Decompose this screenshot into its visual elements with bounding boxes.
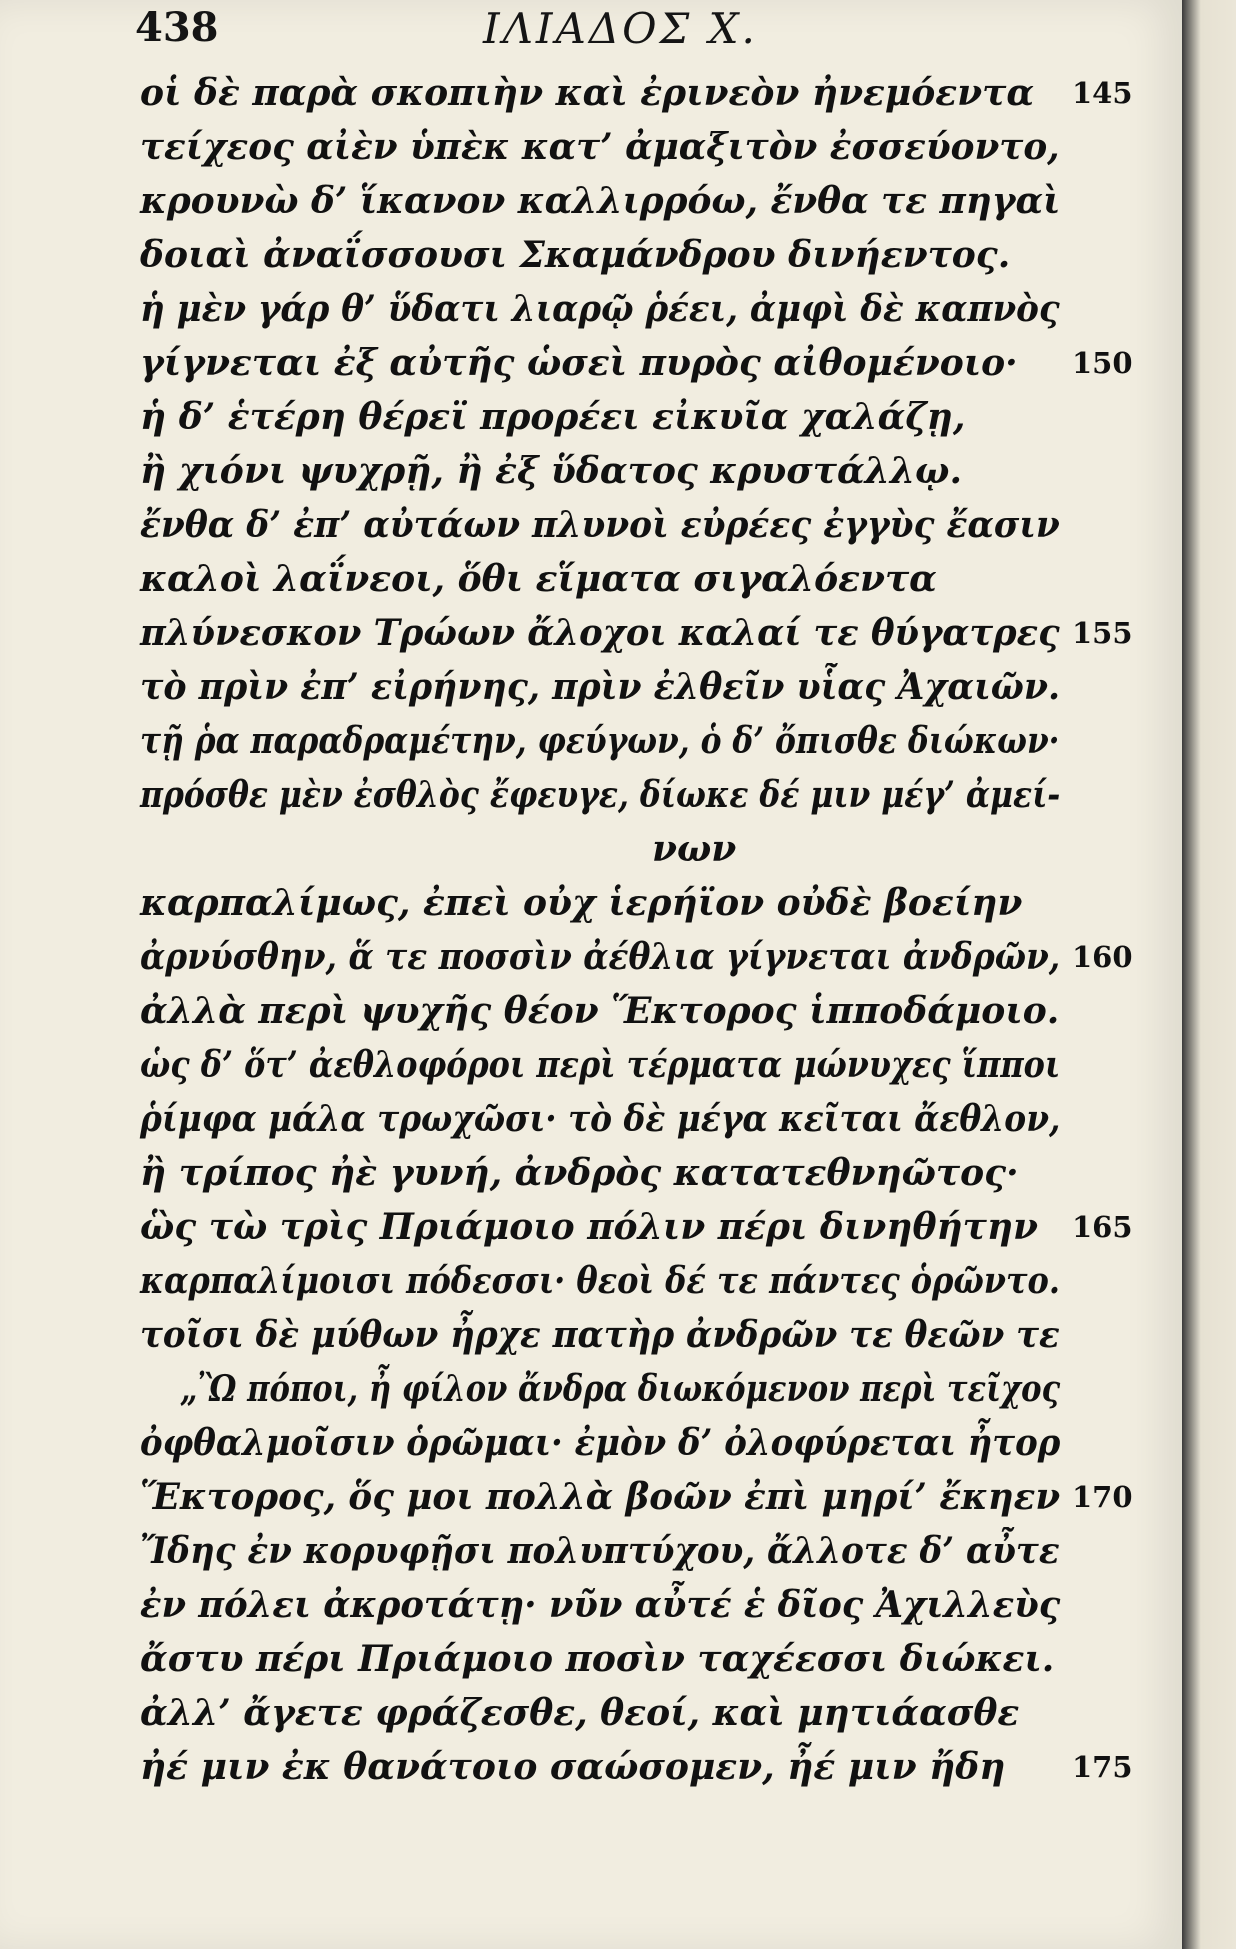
verse-line: [0, 1260, 1182, 1314]
verse-line: [0, 1584, 1182, 1638]
verse-line: [0, 720, 1182, 774]
verse-text: ἠέ μιν ἐκ θανάτοιο σαώσομεν, ἦέ μιν ἤδη: [140, 1746, 1006, 1788]
verse-text: καρπαλίμως, ἐπεὶ οὐχ ἱερήϊον οὐδὲ βοείην: [140, 882, 1023, 924]
verse-text: κρουνὼ δ’ ἵκανον καλλιρρόω, ἔνθα τε πηγαὶ: [140, 180, 1061, 222]
verse-line: [0, 1746, 1182, 1800]
line-number: 170: [1072, 1480, 1133, 1514]
line-number: 150: [1072, 346, 1133, 380]
running-head: ΙΛΙΑΔΟΣ Χ.: [483, 4, 758, 53]
verse-line: [0, 1476, 1182, 1530]
verse-line: [0, 1314, 1182, 1368]
verse-line: [0, 72, 1182, 126]
verse-text: ἐν πόλει ἀκροτάτῃ· νῦν αὖτέ ἑ δῖος Ἀχιλλεὺς: [140, 1584, 1061, 1626]
verse-line: [0, 1206, 1182, 1260]
verse-line: [0, 288, 1182, 342]
page-number: 438: [135, 4, 219, 51]
verse-line: [0, 612, 1182, 666]
verse-line: [0, 774, 1182, 828]
verse-line: [0, 828, 1182, 882]
verse-line: [0, 882, 1182, 936]
line-number: 145: [1072, 76, 1133, 110]
verse-line: [0, 666, 1182, 720]
verse-line: [0, 558, 1182, 612]
facing-page-edge: [1182, 0, 1236, 1949]
verse-text: τῇ ῥα παραδραμέτην, φεύγων, ὁ δ’ ὄπισθε διώκων·: [140, 720, 1060, 762]
verse-text: ῥίμφα μάλα τρωχῶσι· τὸ δὲ μέγα κεῖται ἄεθλον,: [140, 1098, 1061, 1140]
verse-line: [0, 1692, 1182, 1746]
verse-text: ἄστυ πέρι Πριάμοιο ποσὶν ταχέεσσι διώκει.: [140, 1638, 1055, 1680]
verse-line: [0, 1044, 1182, 1098]
verse-line: [0, 342, 1182, 396]
verse-line: [0, 396, 1182, 450]
verse-text: καλοὶ λαΐνεοι, ὅθι εἵματα σιγαλόεντα: [140, 558, 937, 600]
verse-text: δοιαὶ ἀναΐσσουσι Σκαμάνδρου δινήεντος.: [140, 234, 1011, 276]
verse-text: ἢ χιόνι ψυχρῇ, ἢ ἐξ ὕδατος κρυστάλλῳ.: [140, 450, 962, 492]
verse-text: ἀλλ’ ἄγετε φράζεσθε, θεοί, καὶ μητιάασθε: [140, 1692, 1020, 1734]
verse-line: [0, 450, 1182, 504]
verse-line: [0, 234, 1182, 288]
verse-text: ἡ μὲν γάρ θ’ ὕδατι λιαρῷ ῥέει, ἀμφὶ δὲ καπνὸς: [140, 288, 1060, 330]
verse-line: [0, 1422, 1182, 1476]
verse-text: τοῖσι δὲ μύθων ἦρχε πατὴρ ἀνδρῶν τε θεῶν τε: [140, 1314, 1060, 1356]
verse-text: ἀλλὰ περὶ ψυχῆς θέον Ἕκτορος ἱπποδάμοιο.: [140, 990, 1060, 1032]
line-number: 175: [1072, 1750, 1133, 1784]
verse-text: Ἴδης ἐν κορυφῇσι πολυπτύχου, ἄλλοτε δ’ αὖτε: [140, 1530, 1060, 1572]
verse-text: ἢ τρίπος ἠὲ γυνή, ἀνδρὸς κατατεθνηῶτος·: [140, 1152, 1019, 1194]
verse-text-continuation: νων: [652, 828, 737, 870]
verse-text: γίγνεται ἐξ αὐτῆς ὡσεὶ πυρὸς αἰθομένοιο·: [140, 342, 1018, 384]
verse-text: οἱ δὲ παρὰ σκοπιὴν καὶ ἐρινεὸν ἠνεμόεντα: [140, 72, 1035, 114]
verse-text: πλύνεσκον Τρώων ἄλοχοι καλαί τε θύγατρες: [140, 612, 1060, 654]
verse-text: ἡ δ’ ἑτέρη θέρεϊ προρέει εἰκυῖα χαλάζῃ,: [140, 396, 966, 438]
verse-text: τείχεος αἰὲν ὑπὲκ κατ’ ἀμαξιτὸν ἐσσεύοντο,: [140, 126, 1060, 168]
verse-text: ὣς τὼ τρὶς Πριάμοιο πόλιν πέρι δινηθήτην: [140, 1206, 1039, 1248]
verse-text: καρπαλίμοισι πόδεσσι· θεοὶ δέ τε πάντες ὁρῶντο.: [140, 1260, 1060, 1302]
verse-text: πρόσθε μὲν ἐσθλὸς ἔφευγε, δίωκε δέ μιν μέγ’ ἀμεί-: [140, 774, 1061, 816]
verse-text: Ἕκτορος, ὅς μοι πολλὰ βοῶν ἐπὶ μηρί’ ἔκηεν: [140, 1476, 1061, 1518]
verse-line: [0, 1530, 1182, 1584]
verse-text: ἀρνύσθην, ἅ τε ποσσὶν ἀέθλια γίγνεται ἀνδρῶν,: [140, 936, 1061, 978]
verse-text: τὸ πρὶν ἐπ’ εἰρήνης, πρὶν ἐλθεῖν υἷας Ἀχαιῶν.: [140, 666, 1061, 708]
line-number: 160: [1072, 940, 1133, 974]
verse-line: [0, 1098, 1182, 1152]
line-number: 165: [1072, 1210, 1133, 1244]
verse-line: [0, 1638, 1182, 1692]
verse-line: [0, 504, 1182, 558]
verse-text: ἔνθα δ’ ἐπ’ αὐτάων πλυνοὶ εὐρέες ἐγγὺς ἔασιν: [140, 504, 1060, 546]
line-number: 155: [1072, 616, 1133, 650]
verse-text: „Ὢ πόποι, ἦ φίλον ἄνδρα διωκόμενον περὶ τεῖχος: [180, 1368, 1061, 1410]
verse-line: [0, 1368, 1182, 1422]
verse-line: [0, 936, 1182, 990]
verse-text: ὡς δ’ ὅτ’ ἀεθλοφόροι περὶ τέρματα μώνυχες ἵπποι: [140, 1044, 1061, 1086]
verse-line: [0, 126, 1182, 180]
verse-line: [0, 990, 1182, 1044]
verse-line: [0, 1152, 1182, 1206]
verse-line: [0, 180, 1182, 234]
verse-text: ὀφθαλμοῖσιν ὁρῶμαι· ἐμὸν δ’ ὀλοφύρεται ἦτορ: [140, 1422, 1061, 1464]
